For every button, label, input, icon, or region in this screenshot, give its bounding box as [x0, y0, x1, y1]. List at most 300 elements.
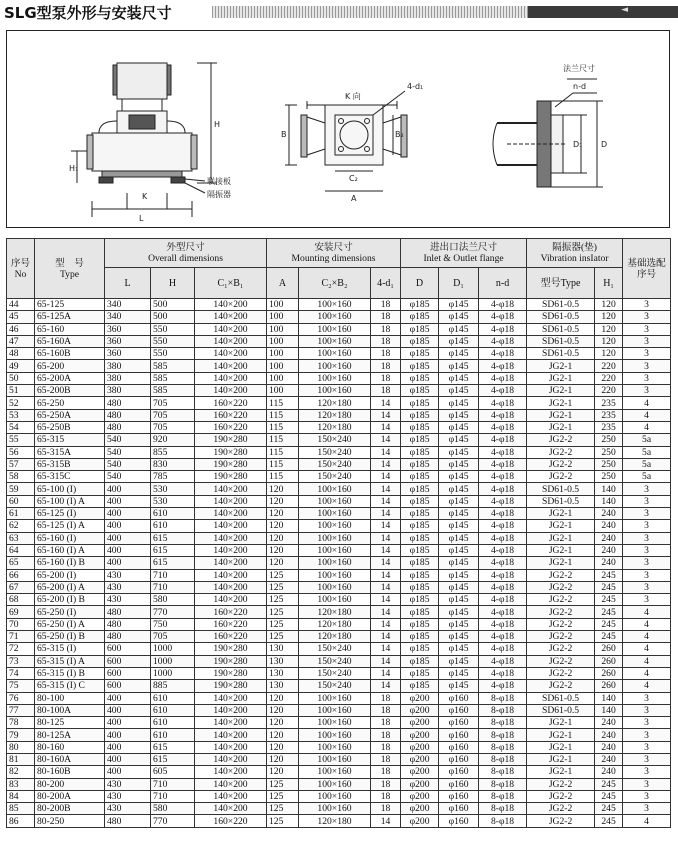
table-cell: 14	[371, 483, 401, 495]
table-cell: 74	[7, 667, 35, 679]
table-cell: 14	[371, 606, 401, 618]
table-cell: 115	[267, 471, 299, 483]
table-cell: 120×180	[299, 606, 371, 618]
table-cell: 600	[105, 680, 151, 692]
table-cell: 710	[151, 778, 195, 790]
table-cell: φ160	[439, 704, 479, 716]
table-cell: 400	[105, 741, 151, 753]
table-cell: 120	[267, 692, 299, 704]
dim-label-c2: C₂	[349, 174, 358, 183]
table-cell: φ145	[439, 618, 479, 630]
table-cell: 540	[105, 446, 151, 458]
table-cell: 80-200	[35, 778, 105, 790]
table-cell: 65-125 (I)	[35, 508, 105, 520]
table-cell: 53	[7, 409, 35, 421]
table-cell: JG2-1	[527, 520, 595, 532]
table-cell: φ145	[439, 299, 479, 311]
table-cell: 100×160	[299, 704, 371, 716]
table-cell: 380	[105, 360, 151, 372]
table-cell: 235	[595, 397, 623, 409]
th-nd: n-d	[479, 268, 527, 299]
table-cell: 540	[105, 458, 151, 470]
table-cell: 340	[105, 311, 151, 323]
table-cell: φ145	[439, 643, 479, 655]
table-cell: 5a	[623, 434, 671, 446]
table-cell: 65-160B	[35, 348, 105, 360]
table-cell: 250	[595, 458, 623, 470]
th-d1-holes: 4-d₁	[371, 268, 401, 299]
table-cell: 8-φ18	[479, 778, 527, 790]
dim-label-h1: H₁	[69, 164, 79, 173]
table-cell: 245	[595, 778, 623, 790]
table-row	[7, 299, 671, 311]
table-cell: 65-125 (I) A	[35, 520, 105, 532]
table-cell: 480	[105, 409, 151, 421]
table-cell: 140×200	[195, 741, 267, 753]
table-cell: JG2-1	[527, 557, 595, 569]
table-cell: 81	[7, 753, 35, 765]
table-cell: 82	[7, 766, 35, 778]
table-cell: φ185	[401, 508, 439, 520]
table-cell: 500	[151, 311, 195, 323]
table-cell: 610	[151, 717, 195, 729]
table-cell: 585	[151, 360, 195, 372]
table-cell: φ145	[439, 385, 479, 397]
table-cell: 140×200	[195, 717, 267, 729]
table-cell: φ200	[401, 803, 439, 815]
table-cell: 100	[267, 323, 299, 335]
table-cell: 235	[595, 421, 623, 433]
table-cell: 54	[7, 421, 35, 433]
table-cell: 400	[105, 717, 151, 729]
table-cell: 4-φ18	[479, 581, 527, 593]
table-cell: φ145	[439, 434, 479, 446]
table-cell: 3	[623, 557, 671, 569]
table-cell: JG2-2	[527, 606, 595, 618]
th-isolator: 隔振器(垫) Vibration insIator	[527, 239, 623, 268]
table-cell: JG2-1	[527, 717, 595, 729]
table-cell: 190×280	[195, 471, 267, 483]
table-cell: 80-160B	[35, 766, 105, 778]
th-h: H	[151, 268, 195, 299]
table-cell: 160×220	[195, 618, 267, 630]
table-cell: 250	[595, 446, 623, 458]
table-cell: φ145	[439, 631, 479, 643]
table-cell: φ160	[439, 729, 479, 741]
table-cell: 260	[595, 667, 623, 679]
table-cell: 14	[371, 569, 401, 581]
table-cell: 65-315 (I) A	[35, 655, 105, 667]
table-cell: 100×160	[299, 299, 371, 311]
table-cell: 530	[151, 483, 195, 495]
table-cell: φ185	[401, 421, 439, 433]
table-cell: 120×180	[299, 397, 371, 409]
table-cell: 240	[595, 520, 623, 532]
table-cell: JG2-2	[527, 667, 595, 679]
table-cell: 56	[7, 446, 35, 458]
table-row	[7, 790, 671, 802]
table-cell: φ200	[401, 729, 439, 741]
table-cell: 120	[267, 766, 299, 778]
table-cell: 3	[623, 778, 671, 790]
table-cell: 44	[7, 299, 35, 311]
table-cell: 190×280	[195, 667, 267, 679]
table-cell: φ200	[401, 790, 439, 802]
table-cell: 3	[623, 335, 671, 347]
table-cell: 18	[371, 299, 401, 311]
table-cell: 80-125A	[35, 729, 105, 741]
table-cell: 240	[595, 532, 623, 544]
table-cell: 65-100 (I)	[35, 483, 105, 495]
table-cell: 51	[7, 385, 35, 397]
table-cell: 585	[151, 372, 195, 384]
drawing-frame	[6, 30, 670, 228]
table-cell: 65-315A	[35, 446, 105, 458]
table-cell: 4-φ18	[479, 569, 527, 581]
table-cell: 80-200B	[35, 803, 105, 815]
table-cell: 100×160	[299, 766, 371, 778]
table-cell: 79	[7, 729, 35, 741]
table-cell: φ145	[439, 397, 479, 409]
table-cell: 550	[151, 335, 195, 347]
table-cell: 8-φ18	[479, 741, 527, 753]
table-cell: JG2-2	[527, 446, 595, 458]
table-cell: 4-φ18	[479, 483, 527, 495]
table-cell: 125	[267, 803, 299, 815]
table-cell: 100	[267, 299, 299, 311]
th-c1b1: C₁×B₁	[195, 268, 267, 299]
table-cell: 65-200B	[35, 385, 105, 397]
table-cell: SD61-0.5	[527, 692, 595, 704]
table-cell: 18	[371, 692, 401, 704]
table-cell: 120	[595, 323, 623, 335]
table-cell: φ185	[401, 569, 439, 581]
table-cell: 4	[623, 397, 671, 409]
table-row	[7, 667, 671, 679]
table-cell: 3	[623, 372, 671, 384]
table-cell: φ145	[439, 520, 479, 532]
table-cell: 18	[371, 335, 401, 347]
table-cell: 65-250B	[35, 421, 105, 433]
table-cell: 140×200	[195, 557, 267, 569]
table-cell: 240	[595, 766, 623, 778]
pump-drawing	[7, 31, 671, 229]
table-cell: 400	[105, 532, 151, 544]
table-cell: 610	[151, 520, 195, 532]
table-cell: 18	[371, 311, 401, 323]
th-type: 型 号 Type	[35, 239, 105, 299]
table-cell: φ185	[401, 360, 439, 372]
table-cell: 615	[151, 741, 195, 753]
table-cell: 4-φ18	[479, 348, 527, 360]
table-cell: 100×160	[299, 729, 371, 741]
table-cell: φ185	[401, 544, 439, 556]
table-cell: 18	[371, 348, 401, 360]
label-k-view: K 向	[345, 92, 361, 101]
table-cell: 4	[623, 643, 671, 655]
table-cell: 65-200 (I)	[35, 569, 105, 581]
table-cell: φ185	[401, 397, 439, 409]
table-cell: 4-φ18	[479, 385, 527, 397]
table-cell: 240	[595, 717, 623, 729]
table-cell: φ185	[401, 446, 439, 458]
table-cell: 47	[7, 335, 35, 347]
table-row	[7, 532, 671, 544]
table-row	[7, 458, 671, 470]
table-cell: 120	[267, 532, 299, 544]
table-cell: φ145	[439, 471, 479, 483]
table-cell: 65-125A	[35, 311, 105, 323]
table-cell: 18	[371, 323, 401, 335]
table-cell: 550	[151, 323, 195, 335]
table-cell: 120×180	[299, 618, 371, 630]
table-cell: 245	[595, 569, 623, 581]
table-cell: 65-200A	[35, 372, 105, 384]
table-cell: 140×200	[195, 495, 267, 507]
dim-label-h: H	[214, 120, 221, 129]
table-cell: 65	[7, 557, 35, 569]
table-cell: 580	[151, 803, 195, 815]
table-cell: JG2-2	[527, 680, 595, 692]
table-cell: 400	[105, 544, 151, 556]
table-cell: 4-φ18	[479, 421, 527, 433]
table-row	[7, 323, 671, 335]
table-cell: 100×160	[299, 557, 371, 569]
table-cell: φ185	[401, 618, 439, 630]
table-cell: 4	[623, 409, 671, 421]
table-cell: 46	[7, 323, 35, 335]
table-cell: 100	[267, 385, 299, 397]
table-cell: φ185	[401, 680, 439, 692]
table-cell: 8-φ18	[479, 717, 527, 729]
table-cell: 160×220	[195, 631, 267, 643]
table-cell: 100×160	[299, 323, 371, 335]
table-cell: 4	[623, 680, 671, 692]
table-cell: 14	[371, 581, 401, 593]
table-cell: 190×280	[195, 643, 267, 655]
table-row	[7, 385, 671, 397]
th-d1: D₁	[439, 268, 479, 299]
table-cell: 65-200 (I) B	[35, 594, 105, 606]
th-overall: 外型尺寸 Overall dimensions	[105, 239, 267, 268]
table-cell: 45	[7, 311, 35, 323]
table-cell: 140×200	[195, 581, 267, 593]
table-cell: 76	[7, 692, 35, 704]
table-cell: 100×160	[299, 717, 371, 729]
table-row	[7, 421, 671, 433]
table-cell: 65-200	[35, 360, 105, 372]
table-cell: JG2-2	[527, 803, 595, 815]
table-cell: 4	[623, 618, 671, 630]
table-cell: 100	[267, 372, 299, 384]
table-row	[7, 692, 671, 704]
table-cell: JG2-1	[527, 385, 595, 397]
table-cell: 14	[371, 520, 401, 532]
table-cell: 100×160	[299, 778, 371, 790]
table-cell: 115	[267, 397, 299, 409]
table-cell: φ145	[439, 446, 479, 458]
table-cell: 18	[371, 790, 401, 802]
table-cell: 100	[267, 360, 299, 372]
table-cell: 4-φ18	[479, 446, 527, 458]
table-cell: JG2-2	[527, 569, 595, 581]
table-cell: φ160	[439, 815, 479, 827]
table-cell: 220	[595, 360, 623, 372]
table-cell: 4	[623, 631, 671, 643]
table-cell: 120	[267, 753, 299, 765]
table-cell: 120	[267, 520, 299, 532]
table-cell: 18	[371, 704, 401, 716]
table-cell: 120	[267, 495, 299, 507]
table-cell: 4-φ18	[479, 471, 527, 483]
table-cell: 260	[595, 643, 623, 655]
table-cell: 705	[151, 421, 195, 433]
table-cell: φ145	[439, 458, 479, 470]
table-cell: 1000	[151, 643, 195, 655]
table-cell: JG2-1	[527, 360, 595, 372]
table-row	[7, 741, 671, 753]
table-cell: JG2-2	[527, 655, 595, 667]
table-cell: 245	[595, 618, 623, 630]
table-cell: 360	[105, 335, 151, 347]
table-cell: SD61-0.5	[527, 495, 595, 507]
table-row	[7, 581, 671, 593]
table-row	[7, 803, 671, 815]
table-cell: 4-φ18	[479, 655, 527, 667]
table-cell: 83	[7, 778, 35, 790]
table-cell: 250	[595, 471, 623, 483]
table-cell: 430	[105, 569, 151, 581]
table-cell: SD61-0.5	[527, 311, 595, 323]
table-cell: 3	[623, 360, 671, 372]
table-cell: 67	[7, 581, 35, 593]
table-cell: 115	[267, 446, 299, 458]
table-cell: 150×240	[299, 655, 371, 667]
table-row	[7, 471, 671, 483]
table-cell: 140×200	[195, 520, 267, 532]
table-cell: 65-315B	[35, 458, 105, 470]
table-cell: 4-φ18	[479, 606, 527, 618]
table-row	[7, 372, 671, 384]
table-cell: 4-φ18	[479, 409, 527, 421]
table-row	[7, 397, 671, 409]
table-cell: 770	[151, 815, 195, 827]
table-cell: 4-φ18	[479, 335, 527, 347]
table-cell: 710	[151, 581, 195, 593]
table-cell: φ185	[401, 520, 439, 532]
table-cell: 360	[105, 323, 151, 335]
table-cell: 8-φ18	[479, 766, 527, 778]
table-cell: 115	[267, 409, 299, 421]
table-cell: 140×200	[195, 704, 267, 716]
table-cell: 4	[623, 421, 671, 433]
table-cell: 57	[7, 458, 35, 470]
table-cell: 65-315 (I) C	[35, 680, 105, 692]
table-cell: 140×200	[195, 594, 267, 606]
table-cell: 18	[371, 766, 401, 778]
table-cell: 360	[105, 348, 151, 360]
table-row	[7, 717, 671, 729]
table-cell: φ185	[401, 299, 439, 311]
table-cell: 14	[371, 495, 401, 507]
table-cell: 14	[371, 508, 401, 520]
table-cell: φ160	[439, 741, 479, 753]
table-cell: 3	[623, 495, 671, 507]
dim-label-k: K	[142, 192, 148, 201]
table-cell: 710	[151, 569, 195, 581]
table-cell: φ145	[439, 311, 479, 323]
table-cell: 140	[595, 692, 623, 704]
table-cell: 430	[105, 778, 151, 790]
table-cell: 100×160	[299, 803, 371, 815]
table-cell: 3	[623, 704, 671, 716]
pump-plan-view	[285, 91, 407, 191]
table-cell: 100×160	[299, 753, 371, 765]
table-cell: 48	[7, 348, 35, 360]
table-cell: 65-160A	[35, 335, 105, 347]
table-cell: 220	[595, 372, 623, 384]
table-cell: JG2-2	[527, 581, 595, 593]
table-cell: 380	[105, 372, 151, 384]
table-cell: 260	[595, 680, 623, 692]
table-cell: 400	[105, 483, 151, 495]
table-cell: φ185	[401, 372, 439, 384]
table-cell: 150×240	[299, 458, 371, 470]
table-row	[7, 495, 671, 507]
table-cell: 190×280	[195, 458, 267, 470]
table-cell: 80	[7, 741, 35, 753]
table-cell: 14	[371, 434, 401, 446]
table-cell: 3	[623, 569, 671, 581]
table-cell: 3	[623, 717, 671, 729]
table-row	[7, 729, 671, 741]
table-cell: 140	[595, 495, 623, 507]
table-cell: 125	[267, 594, 299, 606]
table-cell: 4-φ18	[479, 520, 527, 532]
table-cell: 125	[267, 569, 299, 581]
table-cell: φ200	[401, 766, 439, 778]
table-cell: φ145	[439, 667, 479, 679]
table-cell: 125	[267, 815, 299, 827]
table-cell: 3	[623, 385, 671, 397]
table-cell: 750	[151, 618, 195, 630]
table-cell: 610	[151, 692, 195, 704]
label-holes: 4-d₁	[407, 82, 424, 91]
table-cell: 190×280	[195, 446, 267, 458]
page-header	[0, 0, 678, 26]
table-cell: φ185	[401, 434, 439, 446]
table-cell: 65-160 (I)	[35, 532, 105, 544]
table-cell: 400	[105, 520, 151, 532]
table-cell: 61	[7, 508, 35, 520]
table-cell: 430	[105, 594, 151, 606]
table-cell: 18	[371, 753, 401, 765]
table-cell: 4-φ18	[479, 618, 527, 630]
table-cell: 705	[151, 409, 195, 421]
table-cell: 65-125	[35, 299, 105, 311]
page-title: SLG型泵外形与安装尺寸	[4, 4, 172, 22]
table-cell: 14	[371, 655, 401, 667]
table-cell: 130	[267, 667, 299, 679]
table-cell: 18	[371, 717, 401, 729]
table-cell: 125	[267, 581, 299, 593]
table-cell: 245	[595, 631, 623, 643]
table-cell: 63	[7, 532, 35, 544]
table-cell: 610	[151, 704, 195, 716]
table-cell: 140	[595, 483, 623, 495]
table-cell: 480	[105, 618, 151, 630]
table-cell: φ185	[401, 348, 439, 360]
